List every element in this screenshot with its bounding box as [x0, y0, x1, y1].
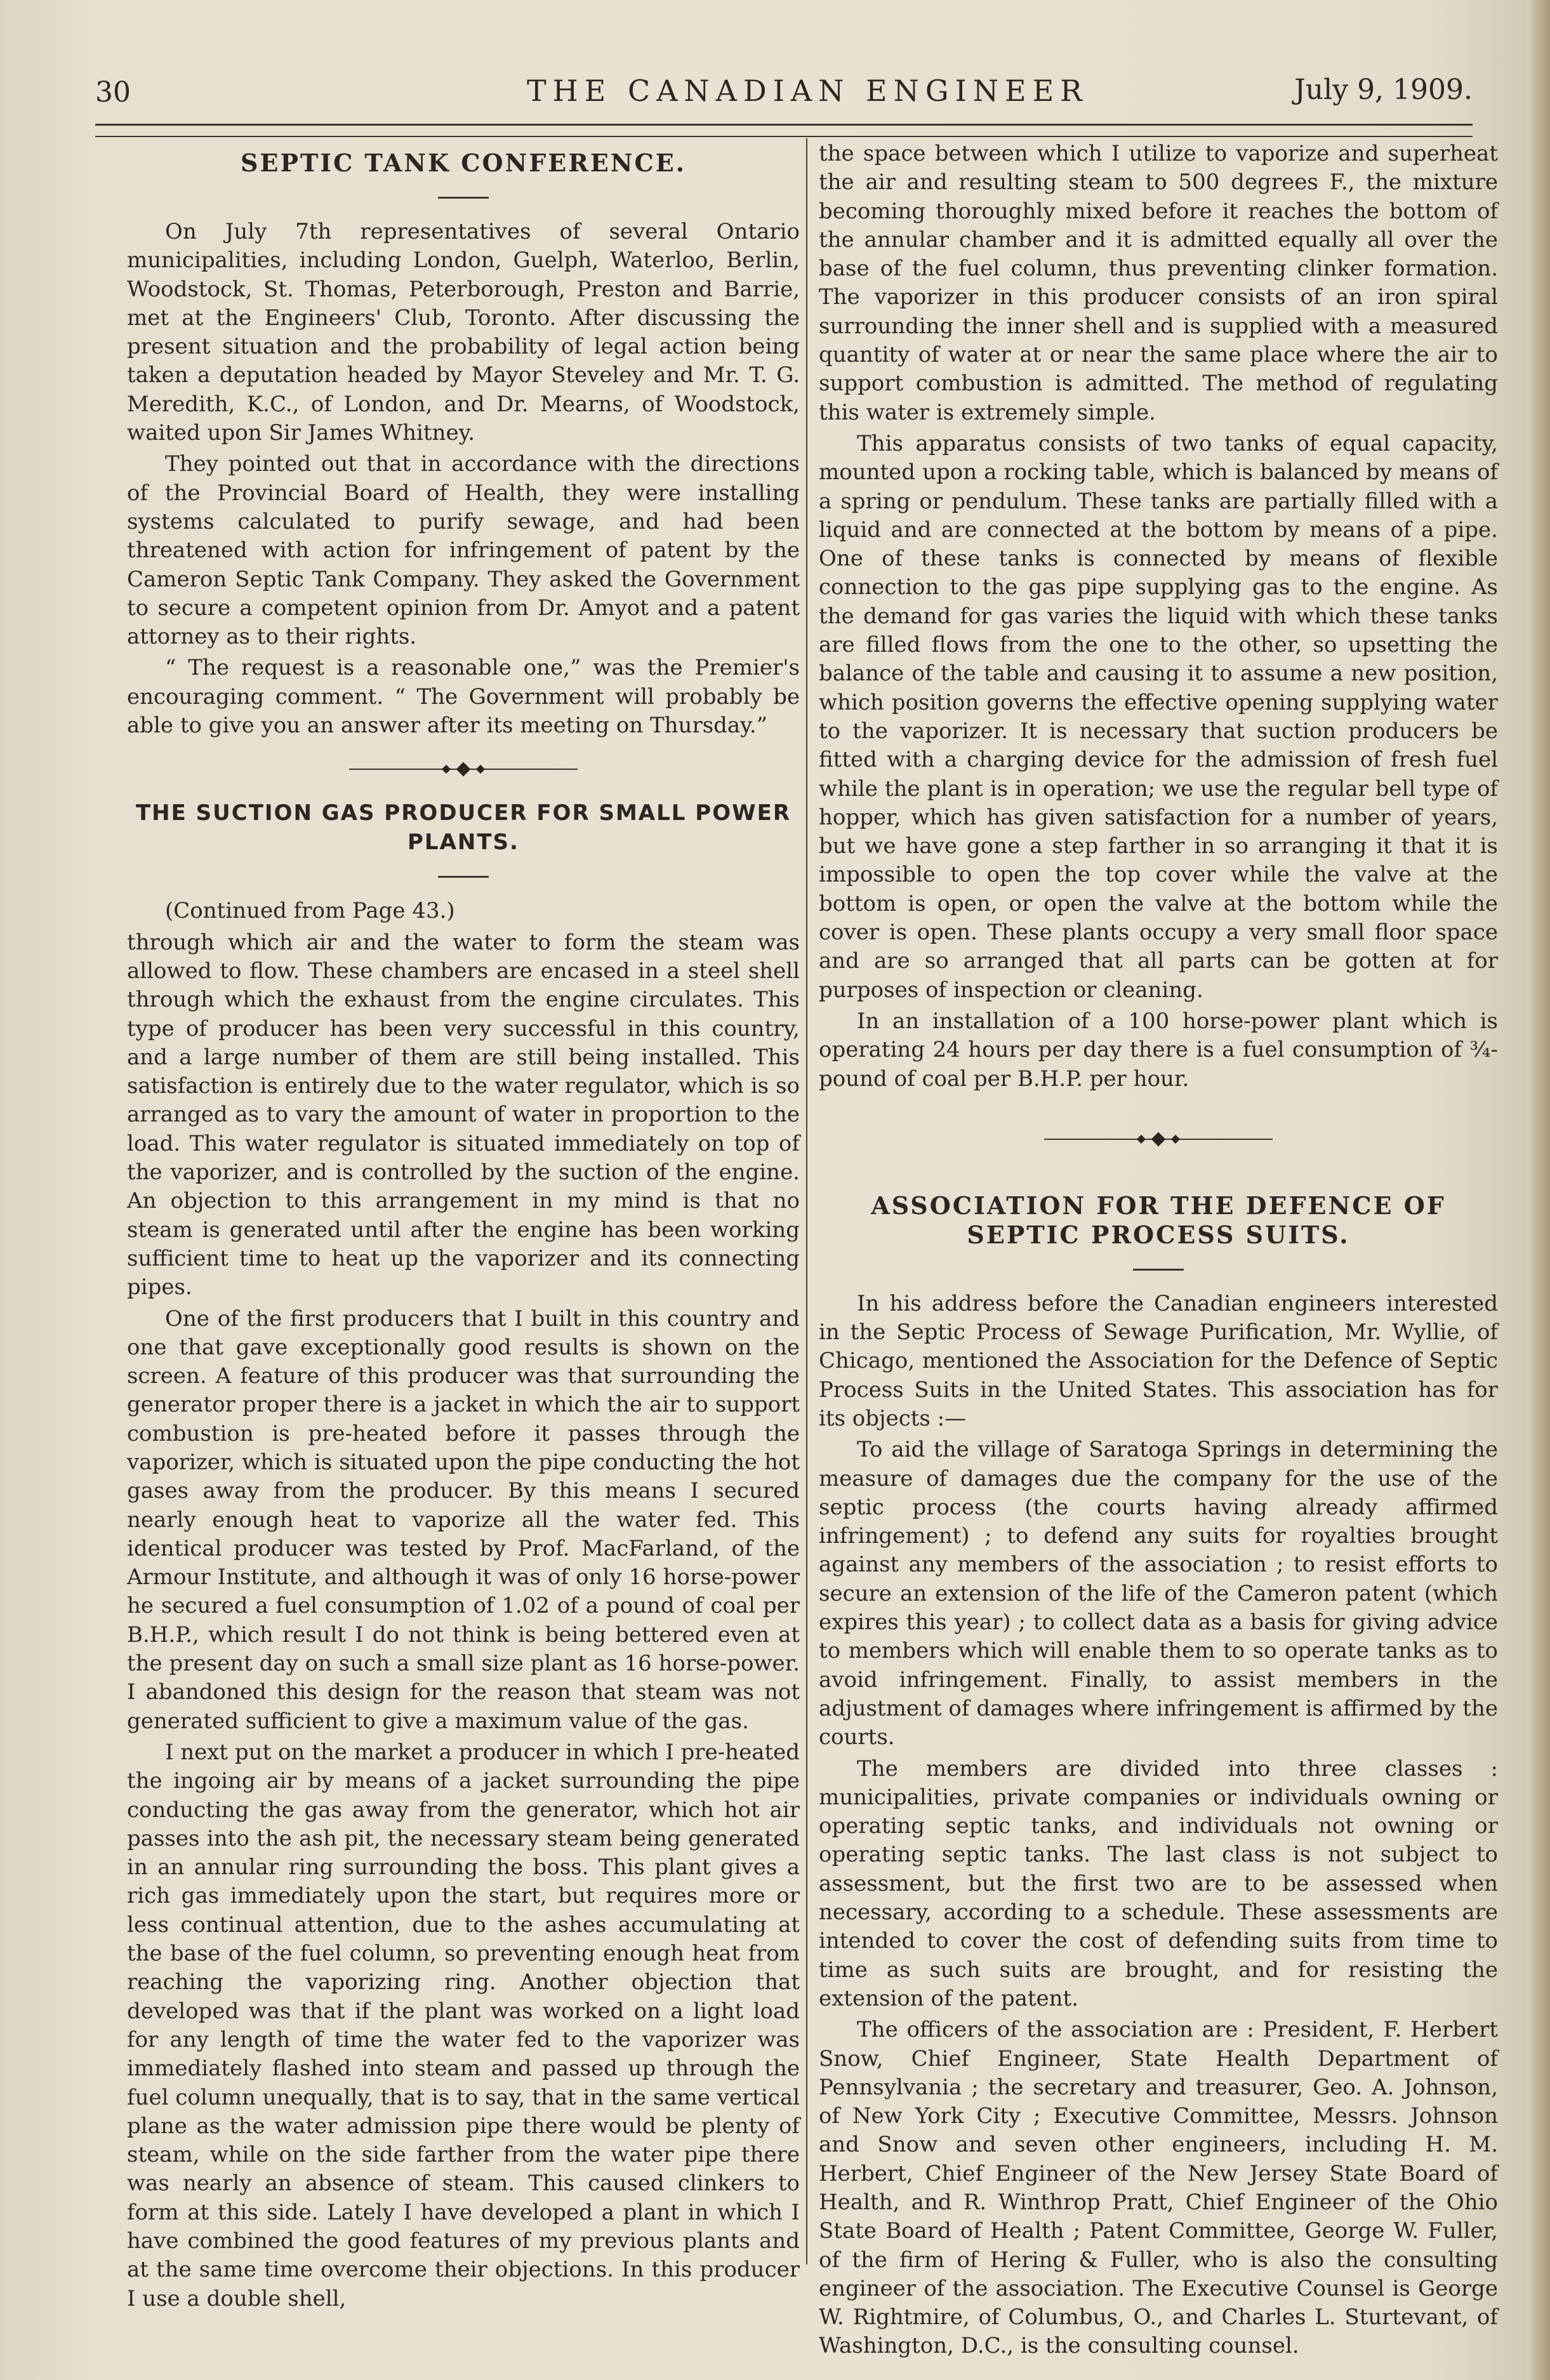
page-header — [95, 71, 1473, 116]
article-paragraph: To aid the village of Saratoga Springs in determining the measure of damages due the company for the use of the septic process (the courts having already affirmed infringement) ; to defend any suits for royalties brought against any members of the association ; to resist efforts to secure an extension of the life of the Cameron patent (which expires this year) ; to collect data as a basis for giving advice to members which will enable them to so operate tanks as to avoid infringement. Finally, to assist members in the adjustment of damages where infringement is affirmed by the courts. — [819, 1437, 1498, 1750]
section-ornament — [1044, 1132, 1273, 1147]
article-paragraph: On July 7th representatives of several Ontario municipalities, including London, Guelph, Waterloo, Berlin, Woodstock, St. Thomas, Peterborough, Preston and Barrie, met at the Engineers' Club, Toronto. After discussing the present situation and the probability of legal action being taken a deputation headed by Mayor Steveley and Mr. T. G. Meredith, K.C., of London, and Dr. Mearns, of Woodstock, waited upon Sir James Whitney. — [127, 219, 800, 446]
article-paragraph: I next put on the market a producer in which I pre-heated the ingoing air by means of a jacket surrounding the pipe conducting the gas away from the generator, which hot air passes into the ash pit, the necessary steam being generated in an annular ring surrounding the boss. This plant gives a rich gas immediately upon the start, but requires more or less continual attention, due to the ashes accumulating at the base of the fuel column, so preventing enough heat from reaching the vaporizing ring. Another objection that developed was that if the plant was worked on a light load for any length of time the water fed to the vaporizer was immediately flashed into steam and passed up through the fuel column unequally, that is to say, that in the same vertical plane as the water admission pipe there would be plenty of steam, while on the side farther from the water pipe there was nearly an absence of steam. This caused clinkers to form at this side. Lately I have developed a plant in which I have combined the good features of my previous plants and at the same time overcome their objections. In this producer I use a double shell, — [127, 1739, 800, 2311]
article-paragraph: “ The request is a reasonable one,” was the Premier's encouraging comment. “ The Government will probably be able to give you an answer after its meeting on Thursday.” — [127, 655, 800, 739]
issue-date: July 9, 1909. — [1294, 74, 1473, 106]
article-title-association-defence: ASSOCIATION FOR THE DEFENCE OF SEPTIC PROCESS SUITS. — [871, 1191, 1446, 1249]
article-title-suction-gas-producer: THE SUCTION GAS PRODUCER FOR SMALL POWER PLANTS. — [135, 800, 792, 856]
article-paragraph: One of the first producers that I built in this country and one that gave exceptionally good results is shown on the screen. A feature of this producer was that surrounding the generator proper there is a jacket in which the air to support combustion is pre-heated before it passes through the vaporizer, which is situated upon the pipe conducting the hot gases away from the producer. By this means I secured nearly enough heat to vaporize all the water fed. This identical producer was tested by Prof. MacFarland, of the Armour Institute, and although it was of only 16 horse-power he secured a fuel consumption of 1.02 of a pound of coal per B.H.P., which result I do not think is being bettered even at the present day on such a small size plant as 16 horse-power. I abandoned this design for the reason that steam was not generated sufficient to give a maximum value of the gas. — [127, 1306, 800, 1734]
page-number: 30 — [95, 76, 131, 109]
title-rule — [1133, 1269, 1184, 1271]
title-rule — [438, 876, 489, 878]
article-title-septic-tank-conference: SEPTIC TANK CONFERENCE. — [241, 149, 686, 177]
title-rule — [438, 197, 489, 199]
continued-note: (Continued from Page 43.) — [165, 898, 455, 924]
article-paragraph: In his address before the Canadian engineers interested in the Septic Process of Sewage Purification, Mr. Wyllie, of Chicago, mentioned the Association for the Defence of Septic Process Suits in the United States. This association has for its objects :— — [819, 1290, 1498, 1431]
section-ornament — [349, 762, 578, 777]
journal-title: THE CANADIAN ENGINEER — [527, 74, 1089, 108]
header-rule — [95, 124, 1473, 137]
article-paragraph: The officers of the association are : President, F. Herbert Snow, Chief Engineer, State Health Department of Pennsylvania ; the secretary and treasurer, Geo. A. Johnson, of New York City ; Executive Committee, Messrs. Johnson and Snow and seven other engineers, including H. M. Herbert, Chief Engineer of the New Jersey State Board of Health, and R. Winthrop Pratt, Chief Engineer of the Ohio State Board of Health ; Patent Committee, George W. Fuller, of the firm of Hering & Fuller, who is also the consulting engineer of the association. The Executive Counsel is George W. Rightmire, of Columbus, O., and Charles L. Sturtevant, of Washington, D.C., is the consulting counsel. — [819, 2017, 1498, 2359]
article-paragraph: In an installation of a 100 horse-power plant which is operating 24 hours per day there is a fuel consumption of ¾-pound of coal per B.H.P. per hour. — [819, 1008, 1498, 1092]
left-column — [127, 140, 800, 2313]
article-paragraph: through which air and the water to form the steam was allowed to flow. These chambers are encased in a steel shell through which the exhaust from the engine circulates. This type of producer has been very successful in this country, and a large number of them are still being installed. This satisfaction is entirely due to the water regulator, which is so arranged as to vary the amount of water in proportion to the load. This water regulator is situated immediately on top of the vaporizer, and is controlled by the suction of the engine. An objection to this arrangement in my mind is that no steam is generated until after the engine has been working sufficient time to heat up the vaporizer and its connecting pipes. — [127, 929, 800, 1300]
article-paragraph: This apparatus consists of two tanks of equal capacity, mounted upon a rocking table, which is balanced by means of a spring or pendulum. These tanks are partially filled with a liquid and are connected at the bottom by means of a pipe. One of these tanks is connected by means of flexible connection to the gas pipe supplying gas to the engine. As the demand for gas varies the liquid with which these tanks are filled flows from the one to the other, so upsetting the balance of the table and causing it to assume a new position, which position governs the effective opening supplying water to the vaporizer. It is necessary that suction producers be fitted with a charging device for the admission of fresh fuel while the plant is in operation; we use the regular bell type of hopper, which has given satisfaction for a number of years, but we have gone a step farther in so arranging it that it is impossible to open the top cover while the valve at the bottom is open, or open the valve at the bottom while the cover is open. These plants occupy a very small floor space and are so arranged that all parts can be gotten at for purposes of inspection or cleaning. — [819, 430, 1498, 1003]
article-paragraph: the space between which I utilize to vaporize and superheat the air and resulting steam to 500 degrees F., the mixture becoming thoroughly mixed before it reaches the bottom of the annular chamber and it is admitted equally all over the base of the fuel column, thus preventing clinker formation. The vaporizer in this producer consists of an iron spiral surrounding the inner shell and is supplied with a measured quantity of water at or near the same place where the air to support combustion is admitted. The method of regulating this water is extremely simple. — [819, 141, 1498, 425]
right-column — [819, 140, 1498, 2361]
column-divider — [806, 138, 807, 2264]
article-paragraph: The members are divided into three classes : municipalities, private companies or individuals owning or operating septic tanks, and individuals not owning or operating septic tanks. The last class is not subject to assessment, but the first two are to be assessed when necessary, according to a schedule. These assessments are intended to cover the cost of defending suits from time to time as such suits are brought, and for resisting the extension of the patent. — [819, 1755, 1498, 2011]
page-edge — [1527, 0, 1550, 2380]
article-paragraph: They pointed out that in accordance with the directions of the Provincial Board of Health, they were installing systems calculated to purify sewage, and had been threatened with action for infringement of patent by the Cameron Septic Tank Company. They asked the Government to secure a competent opinion from Dr. Amyot and a patent attorney as to their rights. — [127, 451, 800, 650]
